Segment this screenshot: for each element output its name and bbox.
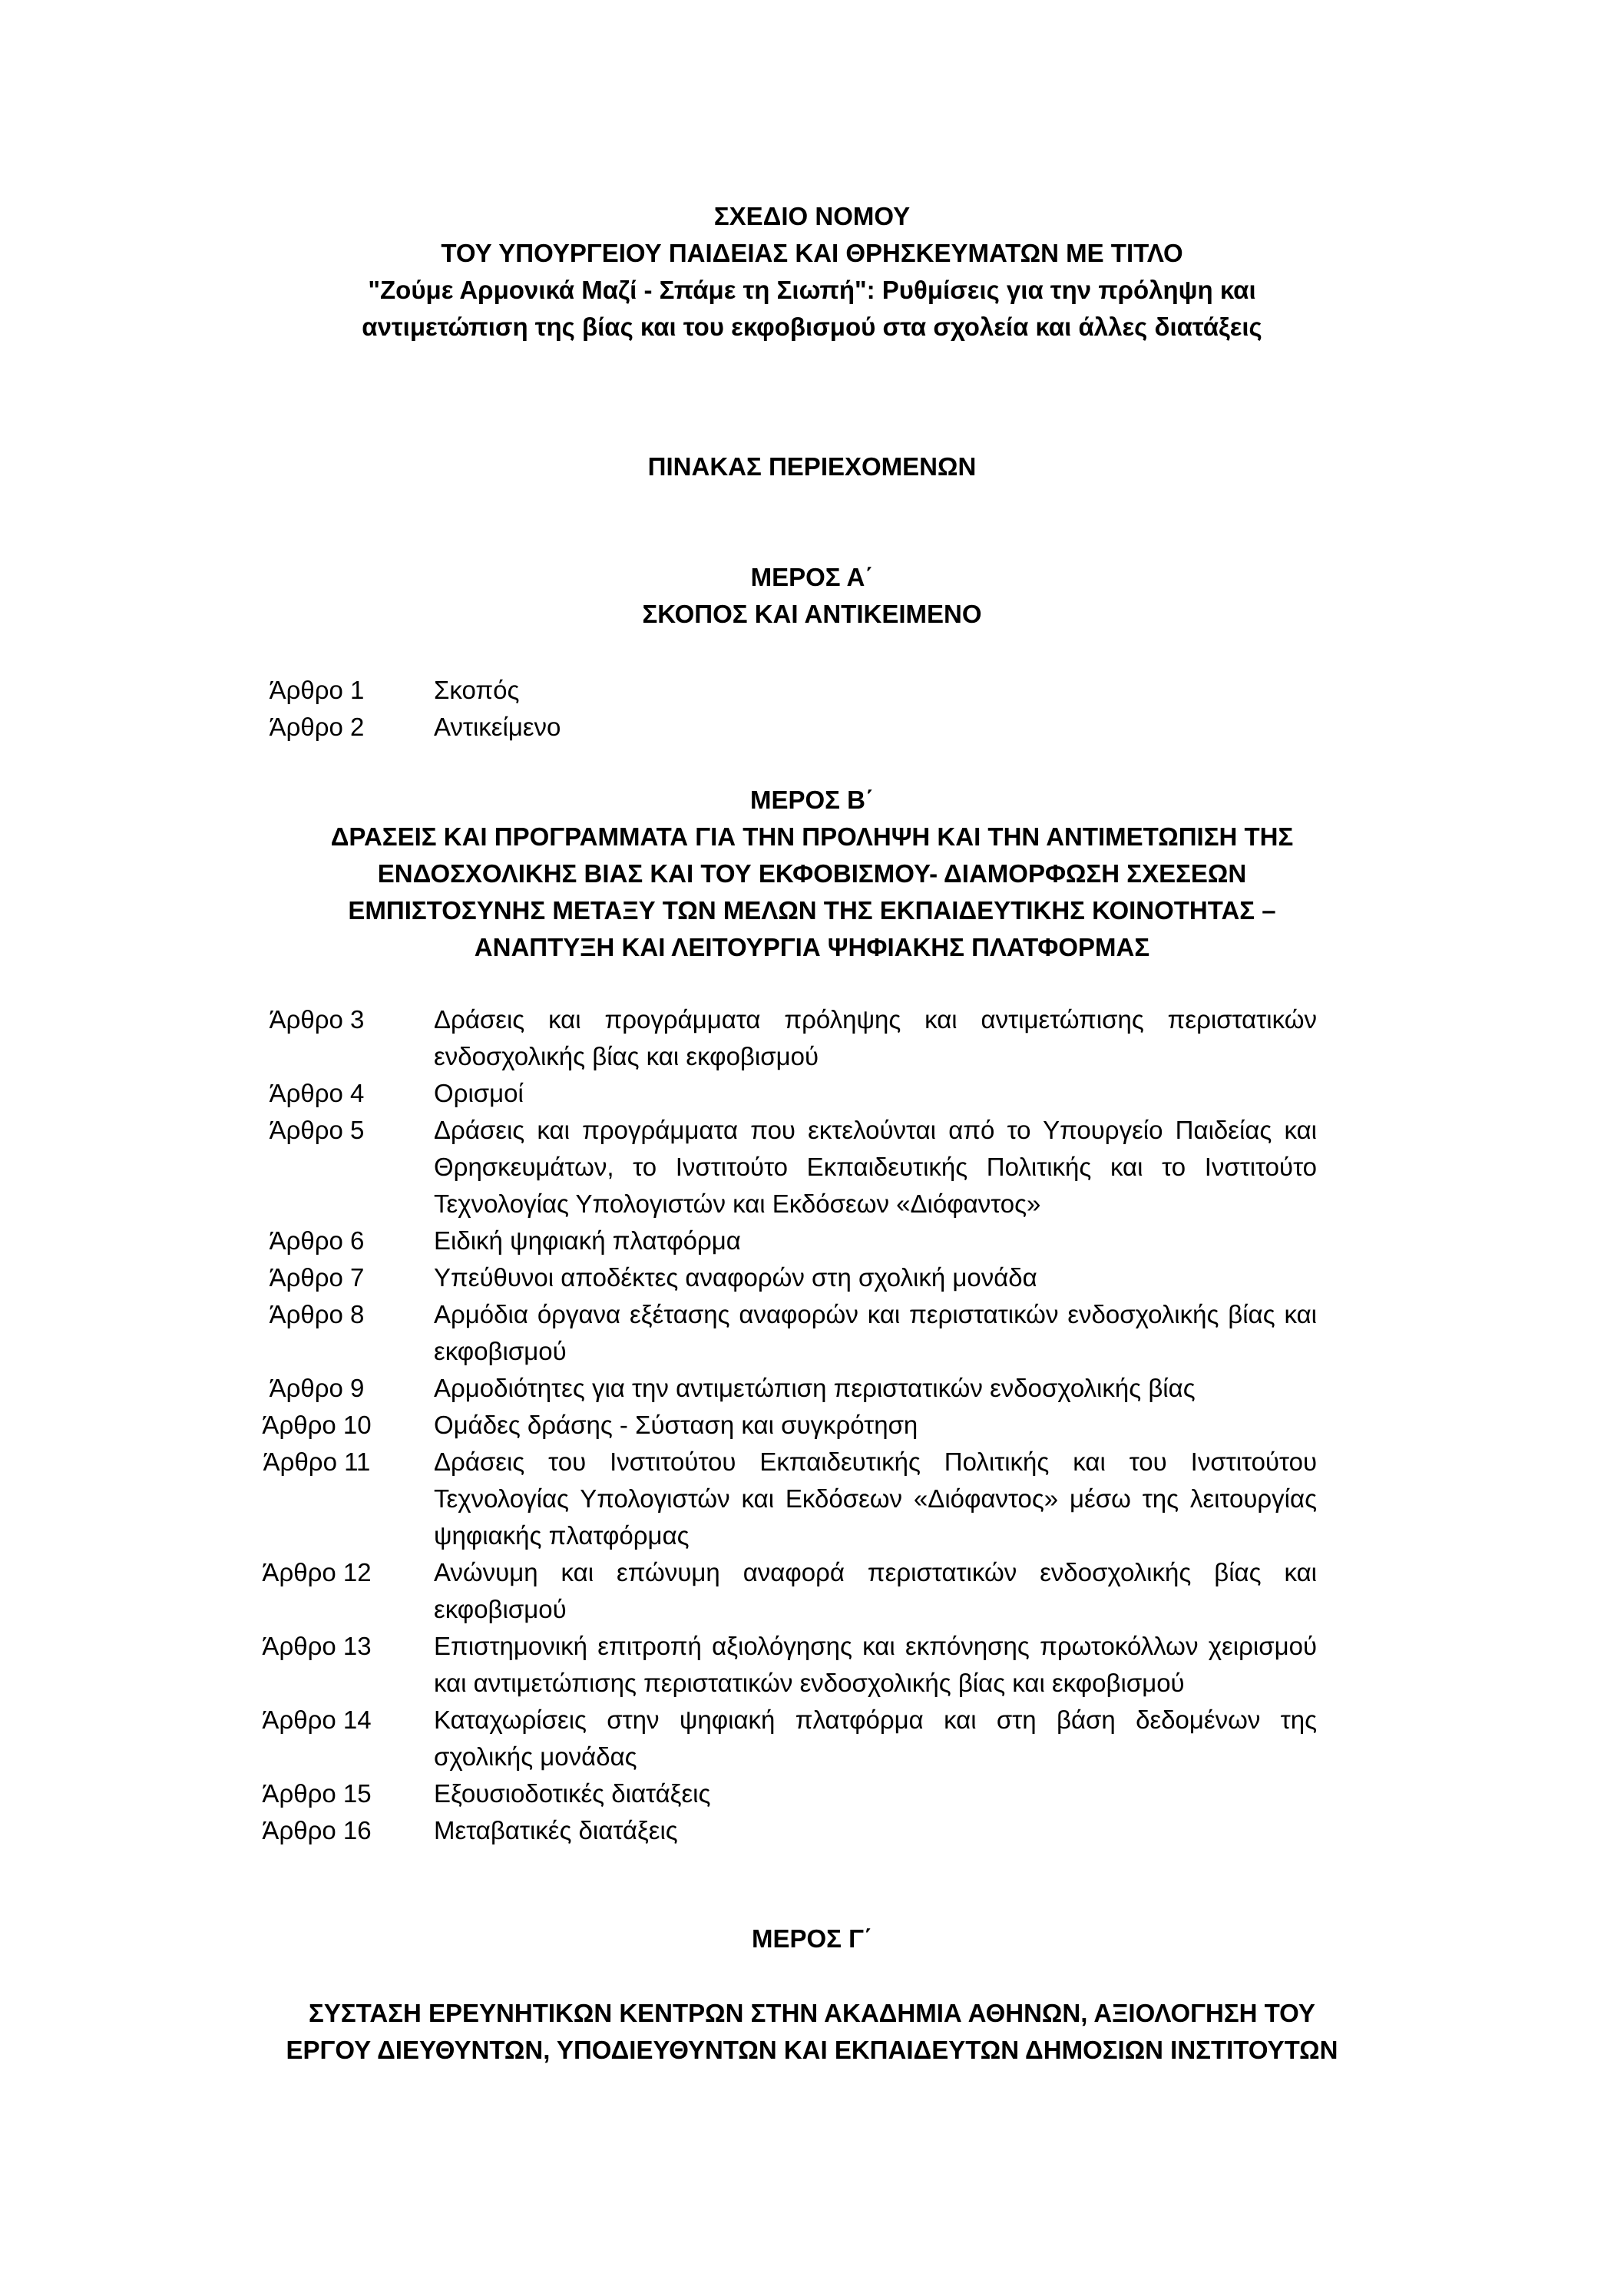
part-c-heading: [276, 1995, 1348, 2069]
part-title-line: ΑΝΑΠΤΥΞΗ ΚΑΙ ΛΕΙΤΟΥΡΓΙΑ ΨΗΦΙΑΚΗΣ ΠΛΑΤΦΟΡΜΑΣ: [474, 933, 1150, 961]
article-number: Άρθρο 6: [269, 1226, 365, 1255]
part-title: ΣΚΟΠΟΣ ΚΑΙ ΑΝΤΙΚΕΙΜΕΝΟ: [642, 600, 982, 628]
title-line: ΤΟΥ ΥΠΟΥΡΓΕΙΟΥ ΠΑΙΔΕΙΑΣ ΚΑΙ ΘΡΗΣΚΕΥΜΑΤΩΝ ΜΕ ΤΙΤΛΟ: [441, 239, 1183, 267]
article-title: Ειδική ψηφιακή πλατφόρμα: [434, 1226, 741, 1255]
article-number: Άρθρο 4: [269, 1079, 365, 1107]
article-number: Άρθρο 15: [262, 1779, 372, 1808]
article-title: Δράσεις και προγράμματα που εκτελούνται από το Υπουργείο Παιδείας και Θρησκευμάτων, το Ινστιτούτο Εκπαιδευτικής Πολιτικής και το Ινστιτούτο Τεχνολογίας Υπολογιστών και Εκδόσεων «Διόφαντος»: [434, 1116, 1317, 1218]
toc-entry: [261, 1259, 1344, 1296]
toc-entry: [261, 1407, 1344, 1444]
article-title: Αρμόδια όργανα εξέτασης αναφορών και περιστατικών ενδοσχολικής βίας και εκφοβισμού: [434, 1300, 1317, 1365]
toc-entry: [261, 1112, 1344, 1222]
article-number: Άρθρο 3: [269, 1005, 365, 1034]
article-number: Άρθρο 13: [262, 1632, 372, 1660]
article-number: Άρθρο 8: [269, 1300, 365, 1328]
article-number: Άρθρο 5: [269, 1116, 365, 1144]
toc-entry: [261, 1370, 1344, 1407]
article-number: Άρθρο 1: [269, 676, 365, 704]
toc-entry: [261, 1222, 1344, 1259]
bill-title: [230, 198, 1394, 346]
article-number: Άρθρο 7: [269, 1263, 365, 1292]
article-title: Δράσεις του Ινστιτούτου Εκπαιδευτικής Πολιτικής και του Ινστιτούτου Τεχνολογίας Υπολογιστών και Εκδόσεων «Διόφαντος» μέσω της λειτουργίας ψηφιακής πλατφόρμας: [434, 1447, 1317, 1550]
part-title-line: ΔΡΑΣΕΙΣ ΚΑΙ ΠΡΟΓΡΑΜΜΑΤΑ ΓΙΑ ΤΗΝ ΠΡΟΛΗΨΗ ΚΑΙ ΤΗΝ ΑΝΤΙΜΕΤΩΠΙΣΗ ΤΗΣ: [330, 822, 1294, 851]
toc-entry: [261, 1444, 1344, 1554]
part-title-line: ΕΡΓΟΥ ΔΙΕΥΘΥΝΤΩΝ, ΥΠΟΔΙΕΥΘΥΝΤΩΝ ΚΑΙ ΕΚΠΑΙΔΕΥΤΩΝ ΔΗΜΟΣΙΩΝ ΙΝΣΤΙΤΟΥΤΩΝ: [286, 2036, 1338, 2064]
part-c-label: ΜΕΡΟΣ Γ΄: [752, 1924, 872, 1953]
toc-entry: [261, 1628, 1344, 1702]
article-number: Άρθρο 9: [269, 1374, 365, 1402]
part-b-heading: [276, 782, 1348, 966]
part-title-line: ΕΜΠΙΣΤΟΣΥΝΗΣ ΜΕΤΑΞΥ ΤΩΝ ΜΕΛΩΝ ΤΗΣ ΕΚΠΑΙΔΕΥΤΙΚΗΣ ΚΟΙΝΟΤΗΤΑΣ –: [348, 896, 1276, 925]
article-number: Άρθρο 10: [262, 1411, 372, 1439]
article-title: Ορισμοί: [434, 1079, 524, 1107]
article-title: Μεταβατικές διατάξεις: [434, 1816, 678, 1844]
toc-entry: [261, 672, 1344, 709]
part-a-heading: [276, 559, 1348, 633]
part-title-line: ΕΝΔΟΣΧΟΛΙΚΗΣ ΒΙΑΣ ΚΑΙ ΤΟΥ ΕΚΦΟΒΙΣΜΟΥ- ΔΙΑΜΟΡΦΩΣΗ ΣΧΕΣΕΩΝ: [377, 859, 1247, 888]
article-title: Εξουσιοδοτικές διατάξεις: [434, 1779, 711, 1808]
article-number: Άρθρο 12: [262, 1558, 372, 1586]
toc-entry: [261, 1812, 1344, 1849]
article-number: Άρθρο 14: [262, 1705, 372, 1734]
toc-entry: [261, 1296, 1344, 1370]
article-title: Δράσεις και προγράμματα πρόληψης και αντιμετώπισης περιστατικών ενδοσχολικής βίας και εκφοβισμού: [434, 1005, 1317, 1070]
title-line: "Ζούμε Αρμονικά Μαζί - Σπάμε τη Σιωπή": Ρυθμίσεις για την πρόληψη και: [368, 276, 1256, 304]
article-title: Αντικείμενο: [434, 713, 561, 741]
toc-entry: [261, 1554, 1344, 1628]
part-title-line: ΣΥΣΤΑΣΗ ΕΡΕΥΝΗΤΙΚΩΝ ΚΕΝΤΡΩΝ ΣΤΗΝ ΑΚΑΔΗΜΙΑ ΑΘΗΝΩΝ, ΑΞΙΟΛΟΓΗΣΗ ΤΟΥ: [309, 1999, 1315, 2027]
toc-entry: [261, 1075, 1344, 1112]
article-number: Άρθρο 16: [262, 1816, 372, 1844]
toc-heading: ΠΙΝΑΚΑΣ ΠΕΡΙΕΧΟΜΕΝΩΝ: [647, 452, 977, 481]
article-title: Υπεύθυνοι αποδέκτες αναφορών στη σχολική μονάδα: [434, 1263, 1037, 1292]
toc-entry: [261, 1001, 1344, 1075]
article-title: Καταχωρίσεις στην ψηφιακή πλατφόρμα και στη βάση δεδομένων της σχολικής μονάδας: [434, 1705, 1317, 1771]
part-b-article-list: [261, 1001, 1344, 1849]
part-label: ΜΕΡΟΣ Α΄: [750, 563, 874, 591]
article-number: Άρθρο 2: [269, 713, 365, 741]
toc-entry: [261, 1775, 1344, 1812]
toc-entry: [261, 1702, 1344, 1775]
title-line: αντιμετώπιση της βίας και του εκφοβισμού στα σχολεία και άλλες διατάξεις: [362, 313, 1262, 341]
article-title: Σκοπός: [434, 676, 520, 704]
article-title: Ανώνυμη και επώνυμη αναφορά περιστατικών ενδοσχολικής βίας και εκφοβισμού: [434, 1558, 1317, 1623]
article-title: Επιστημονική επιτροπή αξιολόγησης και εκπόνησης πρωτοκόλλων χειρισμού και αντιμετώπισης περιστατικών ενδοσχολικής βίας και εκφοβισμού: [434, 1632, 1317, 1697]
article-title: Αρμοδιότητες για την αντιμετώπιση περιστατικών ενδοσχολικής βίας: [434, 1374, 1196, 1402]
part-label: ΜΕΡΟΣ Β΄: [750, 786, 874, 814]
article-title: Ομάδες δράσης - Σύσταση και συγκρότηση: [434, 1411, 918, 1439]
part-a-article-list: [261, 672, 1344, 746]
article-number: Άρθρο 11: [263, 1447, 371, 1476]
toc-entry: [261, 709, 1344, 746]
title-line: ΣΧΕΔΙΟ ΝΟΜΟΥ: [713, 202, 911, 230]
